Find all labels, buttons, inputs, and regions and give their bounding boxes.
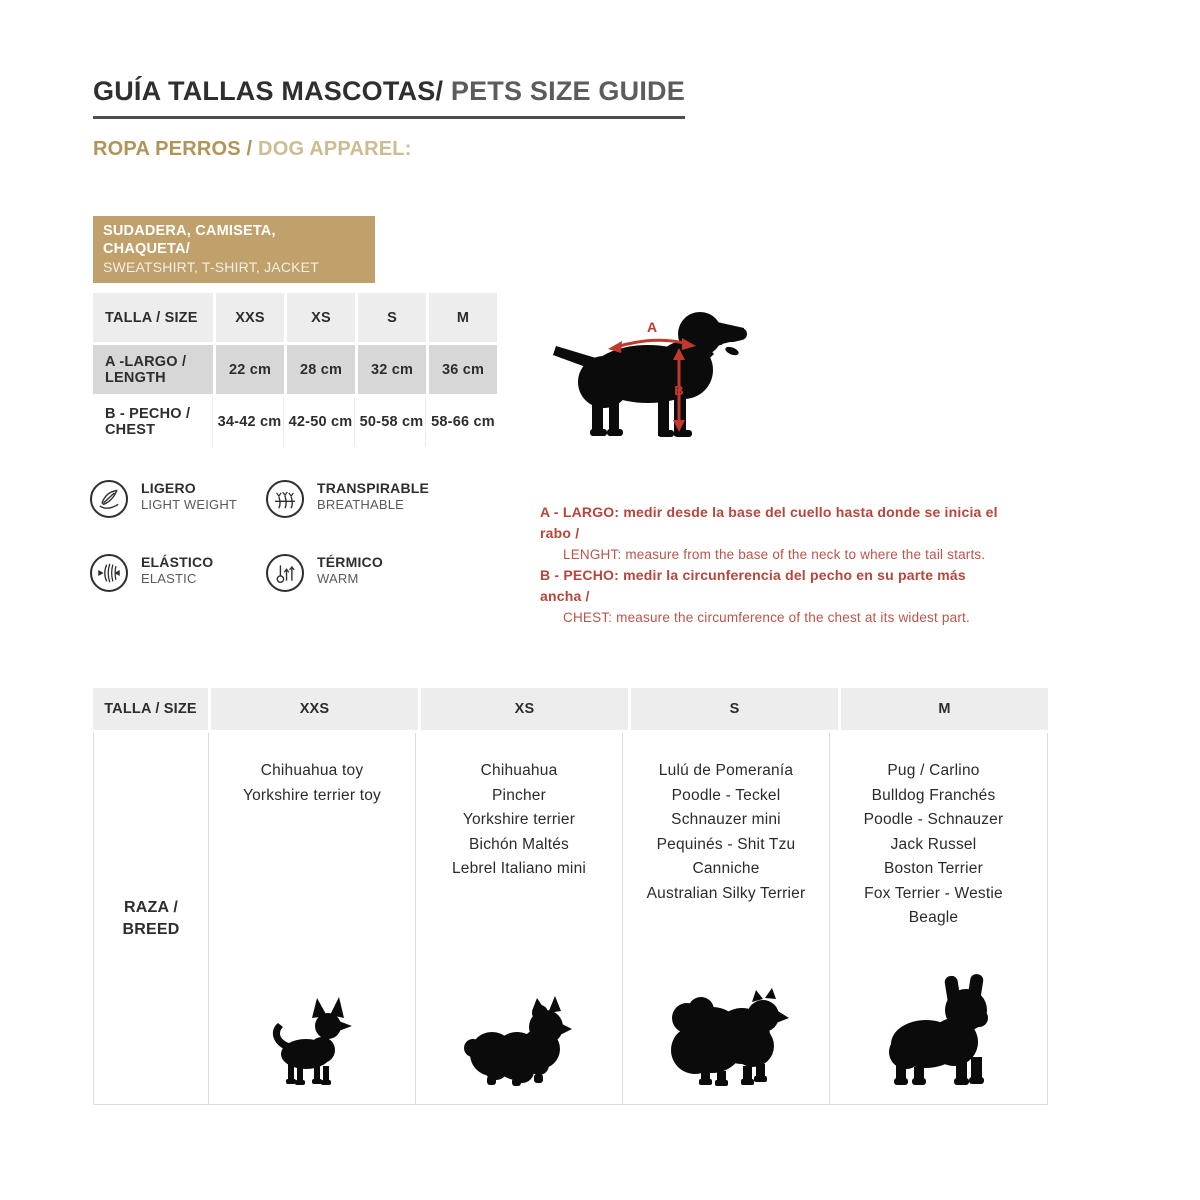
subtitle-es: ROPA PERROS / bbox=[93, 138, 253, 160]
feature-name-en: ELASTIC bbox=[141, 571, 197, 586]
breed-header-xs: XS bbox=[421, 688, 628, 730]
breed-line: Fox Terrier - Westie bbox=[864, 884, 1003, 902]
size-table-header-xxs: XXS bbox=[216, 293, 284, 342]
breed-row-label-es: RAZA / bbox=[124, 898, 178, 916]
feature-elastic bbox=[90, 554, 266, 592]
breathable-icon bbox=[266, 480, 304, 518]
breed-line: Pincher bbox=[492, 786, 546, 804]
breed-line: Beagle bbox=[908, 909, 959, 926]
breed-table-header bbox=[93, 688, 1048, 730]
breed-line: Bichón Maltés bbox=[469, 835, 569, 853]
subtitle-en: DOG APPAREL: bbox=[252, 138, 412, 160]
size-table-header-s: S bbox=[358, 293, 426, 342]
feature-name-en: LIGHT WEIGHT bbox=[141, 497, 238, 512]
length-row-label: A -LARGO / LENGTH bbox=[93, 345, 213, 394]
breed-line: Poodle - Schnauzer bbox=[863, 811, 1004, 828]
breed-line: Jack Russel bbox=[890, 835, 977, 853]
length-xs: 28 cm bbox=[287, 345, 355, 394]
chest-xs: 42-50 cm bbox=[287, 397, 355, 446]
length-xxs: 22 cm bbox=[216, 345, 284, 394]
breed-header-s: S bbox=[631, 688, 838, 730]
breed-line: Lebrel Italiano mini bbox=[451, 860, 587, 877]
breed-table-body bbox=[93, 733, 1048, 1105]
breed-line: Poodle - Teckel bbox=[671, 786, 781, 804]
pomeranian-silhouette-icon bbox=[657, 978, 795, 1090]
page-title-en: PETS SIZE GUIDE bbox=[443, 76, 685, 106]
measurement-diagram bbox=[548, 298, 768, 450]
breed-line: Yorkshire terrier toy bbox=[242, 786, 381, 804]
breed-line: Australian Silky Terrier bbox=[646, 884, 806, 902]
breed-line: Schnauzer mini bbox=[671, 811, 781, 828]
breed-line: Pequinés - Shit Tzu bbox=[656, 835, 796, 853]
chest-m: 58-66 cm bbox=[429, 397, 497, 446]
breed-header-xxs: XXS bbox=[211, 688, 418, 730]
breed-header-m: M bbox=[841, 688, 1048, 730]
length-s: 32 cm bbox=[358, 345, 426, 394]
feature-lightweight bbox=[90, 480, 266, 518]
feature-breathable bbox=[266, 480, 442, 518]
feature-warm bbox=[266, 554, 442, 592]
instruction-b-es: B - PECHO: medir la circunferencia del pecho en su parte más ancha / bbox=[540, 567, 966, 604]
breed-line: Bulldog Franchés bbox=[871, 786, 996, 804]
breed-line: Yorkshire terrier bbox=[462, 811, 576, 828]
category-line-es: SUDADERA, CAMISETA, CHAQUETA/ bbox=[103, 223, 276, 257]
breed-line: Boston Terrier bbox=[883, 860, 983, 877]
feather-icon bbox=[90, 480, 128, 518]
feature-name-es: TRANSPIRABLE bbox=[317, 480, 430, 496]
breed-row-label bbox=[94, 733, 209, 1104]
breed-cell-s bbox=[623, 733, 830, 1104]
size-table-header-label: TALLA / SIZE bbox=[93, 293, 213, 342]
feature-name-es: ELÁSTICO bbox=[141, 554, 214, 570]
page-title-es: GUÍA TALLAS MASCOTAS/ bbox=[93, 76, 444, 106]
thermometer-icon bbox=[266, 554, 304, 592]
chest-s: 50-58 cm bbox=[358, 397, 426, 446]
instruction-b-en: CHEST: measure the circumference of the chest at its widest part. bbox=[563, 610, 970, 625]
chest-xxs: 34-42 cm bbox=[216, 397, 284, 446]
breed-line: Lulú de Pomeranía bbox=[658, 762, 794, 779]
chest-row-label: B - PECHO / CHEST bbox=[93, 397, 213, 446]
breed-header-label: TALLA / SIZE bbox=[93, 688, 208, 730]
elastic-icon bbox=[90, 554, 128, 592]
breed-line: Chihuahua toy bbox=[260, 762, 364, 779]
size-table-header-xs: XS bbox=[287, 293, 355, 342]
feature-name-es: LIGERO bbox=[141, 480, 196, 496]
feature-name-en: WARM bbox=[317, 571, 359, 586]
svg-text:A: A bbox=[646, 319, 658, 335]
breed-row-label-en: BREED bbox=[122, 920, 180, 938]
svg-text:B: B bbox=[674, 383, 684, 398]
length-m: 36 cm bbox=[429, 345, 497, 394]
breed-line: Pug / Carlino bbox=[887, 762, 980, 779]
french-bulldog-silhouette-icon bbox=[870, 972, 998, 1090]
breed-line: Chihuahua bbox=[480, 762, 558, 779]
category-line-en: SWEATSHIRT, T-SHIRT, JACKET bbox=[103, 259, 319, 275]
breed-line: Canniche bbox=[692, 860, 760, 877]
breed-cell-xs bbox=[416, 733, 623, 1104]
size-table-header-m: M bbox=[429, 293, 497, 342]
feature-name-en: BREATHABLE bbox=[317, 497, 405, 512]
size-table bbox=[93, 293, 497, 446]
feature-name-es: TÉRMICO bbox=[317, 554, 383, 570]
breed-cell-xxs bbox=[209, 733, 416, 1104]
features-grid bbox=[90, 480, 450, 592]
measuring-instructions bbox=[540, 502, 1000, 628]
page-subtitle bbox=[93, 138, 412, 161]
category-box bbox=[93, 216, 375, 283]
instruction-a-en: LENGHT: measure from the base of the neck to where the tail starts. bbox=[563, 547, 986, 562]
yorkshire-terrier-silhouette-icon bbox=[460, 994, 578, 1090]
labrador-measure-icon bbox=[548, 298, 768, 450]
chihuahua-silhouette-icon bbox=[266, 994, 358, 1090]
breed-cell-m bbox=[830, 733, 1037, 1104]
instruction-a-es: A - LARGO: medir desde la base del cuello hasta donde se inicia el rabo / bbox=[540, 504, 998, 541]
page-title bbox=[93, 76, 685, 119]
